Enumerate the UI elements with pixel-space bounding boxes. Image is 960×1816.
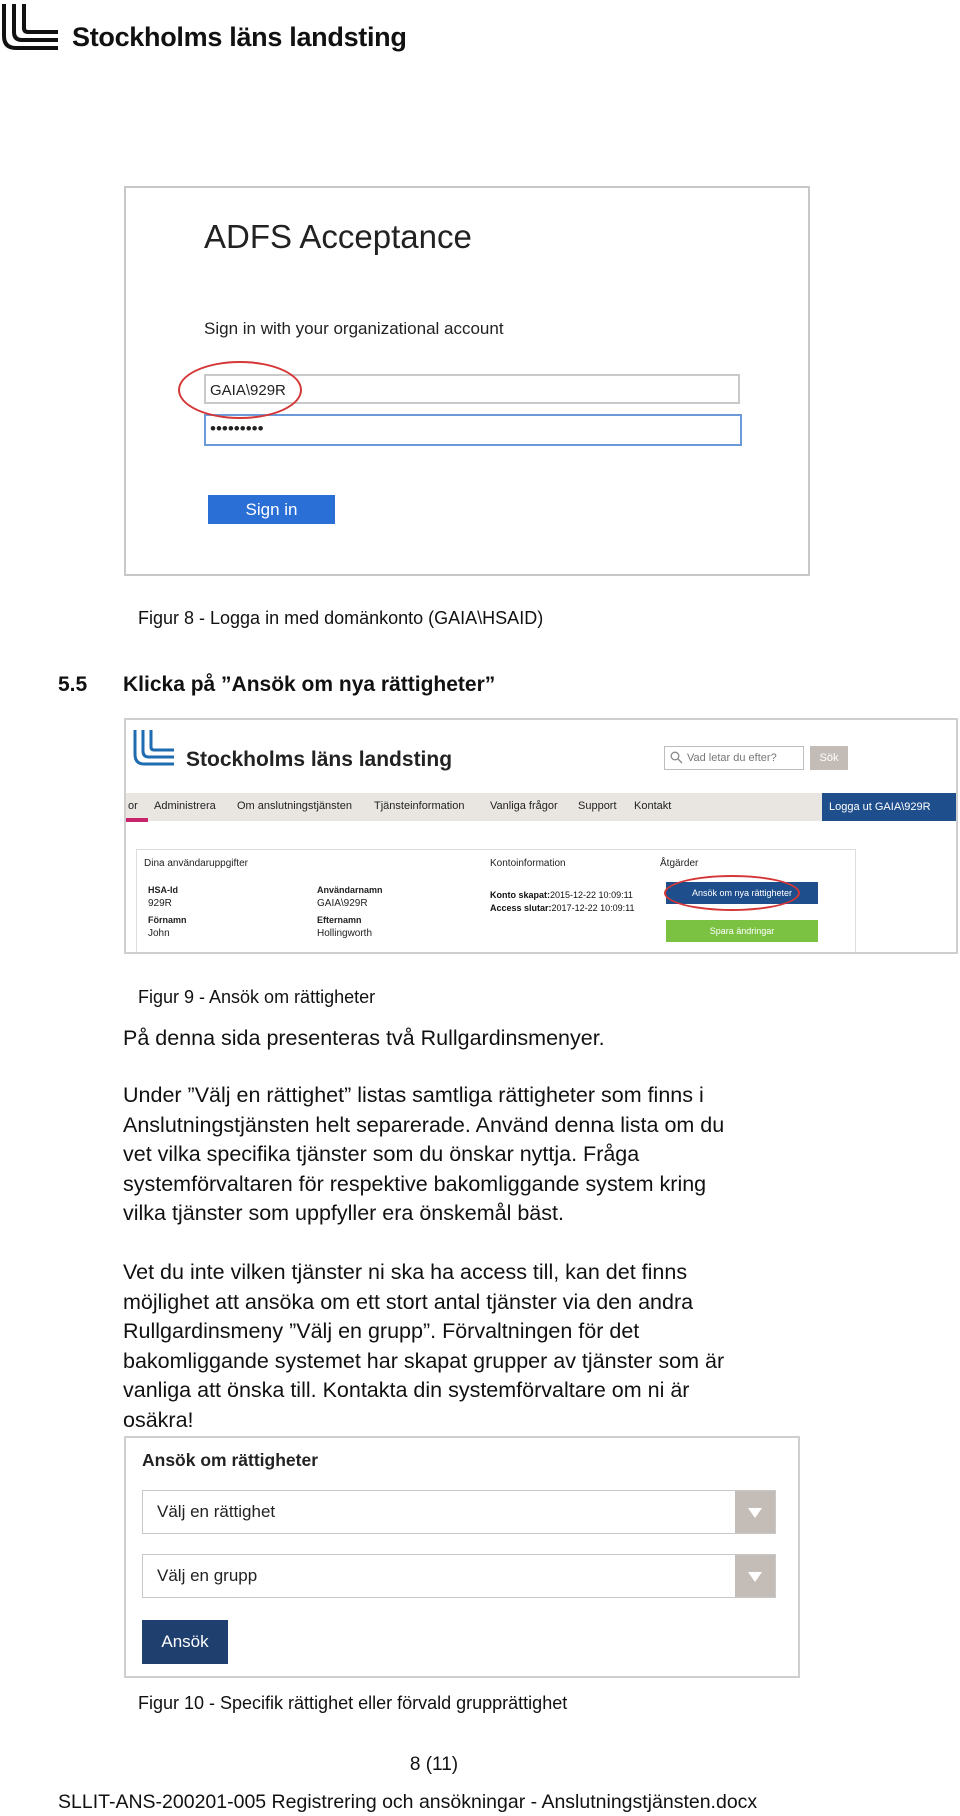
created-row [490,890,633,900]
chevron-down-icon [748,1572,762,1582]
text-line: osäkra! [123,1407,194,1432]
select-group-dropdown[interactable] [142,1554,776,1598]
paragraph-select-right [123,1081,883,1229]
text-line: Anslutningstjänsten helt separerade. Använd denna lista om du [123,1112,725,1137]
figure8-caption: Figur 8 - Logga in med domänkonto (GAIA\HSAID) [138,608,544,628]
dropdown-arrow[interactable] [735,1491,775,1533]
document-filename: SLLIT-ANS-200201-005 Registrering och ansökningar - Anslutningstjänsten.docx [58,1791,758,1813]
nav-item-om-anslutningstjansten[interactable]: Om anslutningstjänsten [237,800,352,812]
text-line: Under ”Välj en rättighet” listas samtliga rättigheter som finns i [123,1083,704,1107]
portal-org-name: Stockholms läns landsting [186,748,453,771]
paragraph-intro: På denna sida presenteras två Rullgardinsmenyer. [123,1026,605,1050]
text-line: vet vilka specifika tjänster som du önskar nyttja. Fråga [123,1142,640,1166]
col3-title: Åtgärder [660,858,699,869]
dropdown-arrow[interactable] [735,1555,775,1597]
nav-item-support[interactable]: Support [578,800,617,812]
sign-in-button[interactable]: Sign in [208,495,335,524]
apply-button[interactable]: Ansök [142,1620,228,1664]
figure10-caption: Figur 10 - Specifik rättighet eller förvald grupprättighet [138,1693,568,1713]
page-number: 8 (11) [409,1754,459,1775]
firstname-label: Förnamn [148,915,187,925]
lastname-label: Efternamn [317,915,362,925]
search-button[interactable]: Sök [810,746,848,770]
col2-title: Kontoinformation [490,858,566,869]
adfs-subtitle: Sign in with your organizational account [204,319,504,338]
org-name: Stockholms läns landsting [72,22,407,52]
username-value: GAIA\929R [317,898,368,909]
access-label: Access slutar: [490,903,552,913]
section-number: 5.5 [58,673,88,696]
logo-mark-icon [0,2,60,50]
hsa-label: HSA-Id [148,885,178,895]
portal-screenshot [124,718,958,954]
nav-item-tjansteinformation[interactable]: Tjänsteinformation [374,800,465,812]
username-field[interactable]: GAIA\929R [204,374,740,404]
highlight-circle [178,361,302,419]
apply-form-screenshot [124,1436,800,1678]
section-title: Klicka på ”Ansök om nya rättigheter” [123,673,496,696]
firstname-value: John [148,928,170,939]
created-value: 2015-12-22 10:09:11 [550,890,633,900]
chevron-down-icon [748,1508,762,1518]
save-changes-button[interactable]: Spara ändringar [666,920,818,942]
text-line: Rullgardinsmeny ”Välj en grupp”. Förvaltningen för det [123,1319,640,1343]
nav-item-kontakt[interactable]: Kontakt [634,800,672,812]
text-line: vilka tjänster som uppfyller era önskemål bäst. [123,1201,564,1225]
password-field[interactable]: ••••••••• [204,414,742,446]
nav-item[interactable]: or [128,800,138,812]
nav-active-indicator [126,818,148,822]
text-line: möjlighet att ansöka om ett stort antal tjänster via den andra [123,1289,694,1314]
created-label: Konto skapat: [490,890,551,900]
username-label: Användarnamn [317,885,383,895]
text-line: systemförvaltaren för respektive bakomliggande system kring [123,1171,707,1196]
select-right-value: Välj en rättighet [157,1502,276,1521]
col1-title: Dina användaruppgifter [144,858,248,869]
form-title: Ansök om rättigheter [142,1450,318,1470]
search-icon [670,751,683,764]
highlight-circle [664,875,800,911]
hsa-value: 929R [148,898,172,909]
text-line: Vet du inte vilken tjänster ni ska ha access till, kan det finns [123,1260,688,1284]
nav-item-administrera[interactable]: Administrera [154,800,216,812]
access-value: 2017-12-22 10:09:11 [551,903,635,913]
apply-rights-button[interactable]: Ansök om nya rättigheter [666,882,818,904]
figure9-caption: Figur 9 - Ansök om rättigheter [138,987,376,1007]
select-group-value: Välj en grupp [157,1566,258,1585]
search-input[interactable]: Vad letar du efter? [664,746,804,770]
adfs-title: ADFS Acceptance [204,218,472,255]
nav-item-vanliga-fragor[interactable]: Vanliga frågor [490,800,558,812]
text-line: vanliga att önska till. Kontakta din systemförvaltare om ni är [123,1378,690,1402]
adfs-screenshot [124,186,810,576]
logo-mark-icon [132,728,176,766]
select-right-dropdown[interactable] [142,1490,776,1534]
lastname-value: Hollingworth [317,928,373,939]
logout-button[interactable]: Logga ut GAIA\929R [822,793,958,821]
text-line: bakomliggande systemet har skapat grupper av tjänster som är [123,1348,725,1373]
access-row [490,903,634,913]
paragraph-select-group [123,1258,883,1435]
